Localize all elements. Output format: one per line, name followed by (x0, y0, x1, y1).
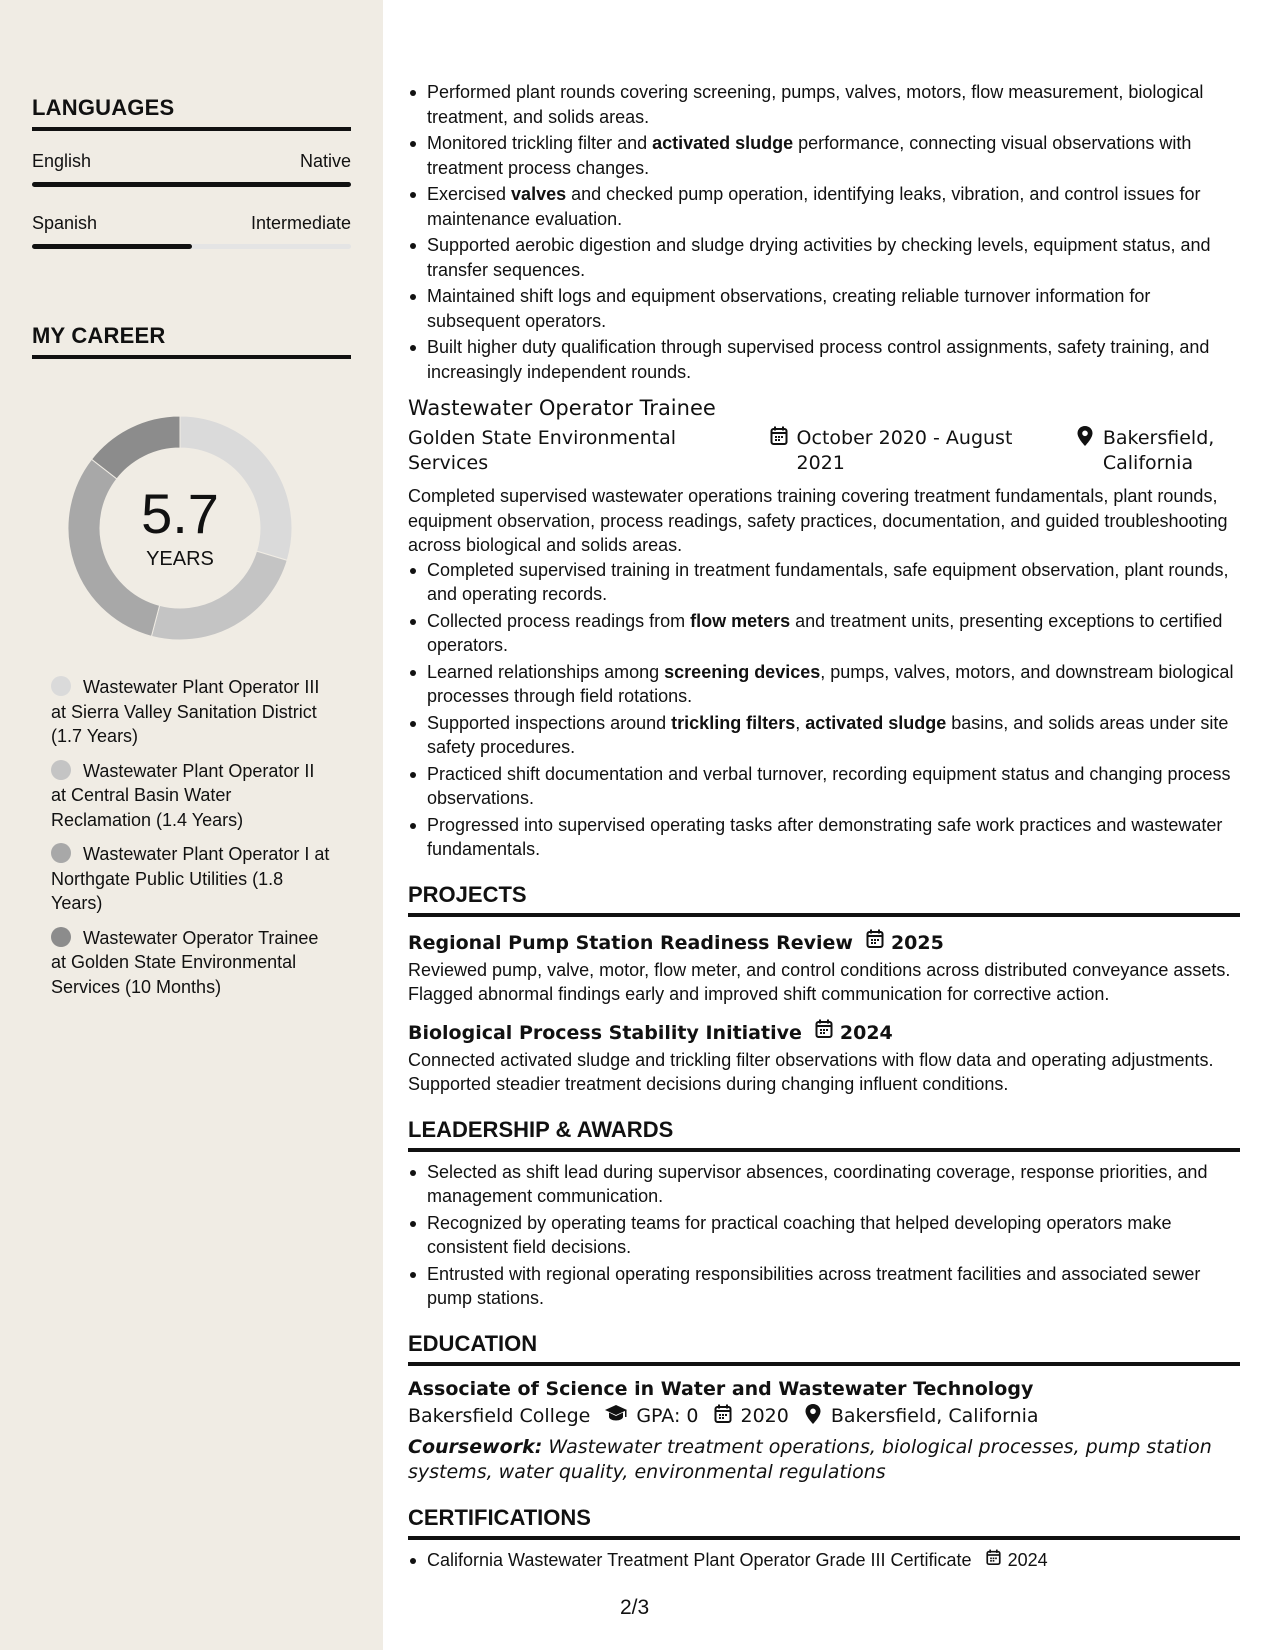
language-bar (32, 244, 351, 249)
language-bar-fill (32, 182, 351, 187)
education-entry (408, 1378, 1240, 1485)
education-year: 2020 (740, 1404, 789, 1427)
career-legend-item (51, 842, 331, 916)
education-gpa: GPA: 0 (636, 1404, 699, 1427)
bullet-item: Monitored trickling filter and activated sludge performance, connecting visual observations with treatment process changes. (408, 131, 1240, 180)
career-donut (65, 413, 295, 643)
bullet-item: Supported aerobic digestion and sludge drying activities by checking levels, equipment status, and transfer sequences. (408, 233, 1240, 282)
leadership-bullets (408, 1160, 1240, 1311)
job-dates: October 2020 - August 2021 (796, 427, 1013, 474)
bullet-item: Completed supervised training in treatment fundamentals, safe equipment observation, plant rounds, and operating records. (408, 558, 1240, 607)
calendar-icon (769, 426, 789, 476)
legend-label: Wastewater Plant Operator II at Central Basin Water Reclamation (1.4 Years) (51, 760, 315, 830)
education-coursework (408, 1435, 1240, 1485)
bullet-item: Collected process readings from flow meters and treatment units, presenting exceptions to certified operators. (408, 609, 1240, 658)
job-meta (408, 426, 1240, 476)
languages-heading: LANGUAGES (32, 95, 351, 131)
bullet-item: Maintained shift logs and equipment observations, creating reliable turnover information for subsequent operators. (408, 284, 1240, 333)
career-legend-item (51, 759, 331, 833)
job-company: Golden State Environmental Services (408, 427, 677, 474)
career-years-unit: YEARS (146, 547, 214, 570)
languages-section (32, 95, 351, 249)
education-heading: EDUCATION (408, 1331, 1240, 1366)
bullet-item: Supported inspections around trickling filters, activated sludge basins, and solids areas under site safety procedures. (408, 711, 1240, 760)
graduation-cap-icon (604, 1404, 628, 1431)
language-bar (32, 182, 351, 187)
projects-list (408, 929, 1240, 1097)
education-meta (408, 1404, 1240, 1431)
page-number: 2/3 (620, 1596, 650, 1619)
language-name: Spanish (32, 213, 98, 233)
certification-name: California Wastewater Treatment Plant Operator Grade III Certificate (427, 1549, 972, 1570)
education-school: Bakersfield College (408, 1404, 591, 1427)
bullet-item: Recognized by operating teams for practical coaching that helped developing operators make consistent field decisions. (408, 1211, 1240, 1260)
job-summary: Completed supervised wastewater operations training covering treatment fundamentals, plant rounds, equipment observation, process readings, safety practices, documentation, and guided troubleshooting across biological and solids areas. (408, 486, 1228, 555)
language-english (32, 151, 351, 187)
sidebar (0, 0, 383, 1650)
job-location: Bakersfield, California (1102, 427, 1215, 474)
main-content (408, 0, 1240, 1574)
language-bar-fill (32, 244, 192, 249)
project-entry (408, 929, 1240, 1007)
bullet-item: Selected as shift lead during supervisor absences, coordinating coverage, response priorities, and management communication. (408, 1160, 1240, 1209)
legend-label: Wastewater Plant Operator I at Northgate Public Utilities (1.8 Years) (51, 844, 330, 913)
legend-dot (51, 676, 71, 696)
language-spanish (32, 213, 351, 249)
projects-heading: PROJECTS (408, 882, 1240, 917)
project-year: 2024 (839, 1021, 893, 1044)
bullet-item: Learned relationships among screening devices, pumps, valves, motors, and downstream biological processes through field rotations. (408, 660, 1240, 709)
career-legend (51, 675, 331, 1009)
project-title: Biological Process Stability Initiative (408, 1021, 802, 1044)
leadership-heading: LEADERSHIP & AWARDS (408, 1117, 1240, 1152)
career-total-years: 5.7 (141, 481, 219, 545)
legend-label: Wastewater Operator Trainee at Golden State Environmental Services (10 Months) (51, 927, 319, 997)
job-entry (408, 396, 1240, 862)
job-bullets (408, 558, 1240, 862)
bullet-item: Built higher duty qualification through supervised process control assignments, safety training, and increasingly independent rounds. (408, 335, 1240, 384)
legend-dot (51, 760, 71, 780)
previous-job-bullets (408, 80, 1240, 384)
certification-year: 2024 (1007, 1549, 1048, 1570)
career-heading: MY CAREER (32, 323, 351, 359)
calendar-icon (713, 1404, 733, 1431)
location-pin-icon (803, 1404, 823, 1431)
project-entry (408, 1019, 1240, 1097)
calendar-icon (814, 1019, 834, 1044)
career-section (32, 323, 351, 359)
bullet-item: Practiced shift documentation and verbal turnover, recording equipment status and changing process observations. (408, 762, 1240, 811)
project-description: Connected activated sludge and trickling filter observations with flow data and operating adjustments. Supported steadier treatment decisions during changing influent conditions. (408, 1049, 1214, 1094)
certifications-list (408, 1548, 1240, 1573)
bullet-item: Progressed into supervised operating tasks after demonstrating safe work practices and wastewater fundamentals. (408, 813, 1240, 862)
project-description: Reviewed pump, valve, motor, flow meter, and control conditions across distributed conveyance assets. Flagged abnormal findings early and improved shift communication for corrective action. (408, 959, 1231, 1004)
certification-item (408, 1548, 1240, 1573)
bullet-item: Exercised valves and checked pump operation, identifying leaks, vibration, and control issues for maintenance evaluation. (408, 182, 1240, 231)
legend-dot (51, 927, 71, 947)
calendar-icon (984, 1548, 1004, 1573)
career-legend-item (51, 926, 331, 1000)
project-year: 2025 (890, 931, 944, 954)
calendar-icon (865, 929, 885, 954)
language-name: English (32, 151, 92, 171)
career-legend-item (51, 675, 331, 749)
bullet-item: Entrusted with regional operating responsibilities across treatment facilities and associated sewer pump stations. (408, 1262, 1240, 1311)
language-level: Native (299, 151, 351, 171)
location-pin-icon (1075, 426, 1095, 476)
certifications-heading: CERTIFICATIONS (408, 1505, 1240, 1540)
legend-dot (51, 843, 71, 863)
job-title: Wastewater Operator Trainee (408, 396, 716, 420)
education-degree: Associate of Science in Water and Wastewater Technology (408, 1377, 1034, 1400)
coursework-label: Coursework: (408, 1435, 543, 1458)
language-level: Intermediate (250, 213, 351, 233)
bullet-item: Performed plant rounds covering screening, pumps, valves, motors, flow measurement, biological treatment, and solids areas. (408, 80, 1240, 129)
legend-label: Wastewater Plant Operator III at Sierra Valley Sanitation District (1.7 Years) (51, 677, 320, 746)
project-title: Regional Pump Station Readiness Review (408, 931, 853, 954)
coursework-list: Wastewater treatment operations, biological processes, pump station systems, water quality, environmental regulations (408, 1435, 1212, 1483)
education-location: Bakersfield, California (830, 1404, 1039, 1427)
